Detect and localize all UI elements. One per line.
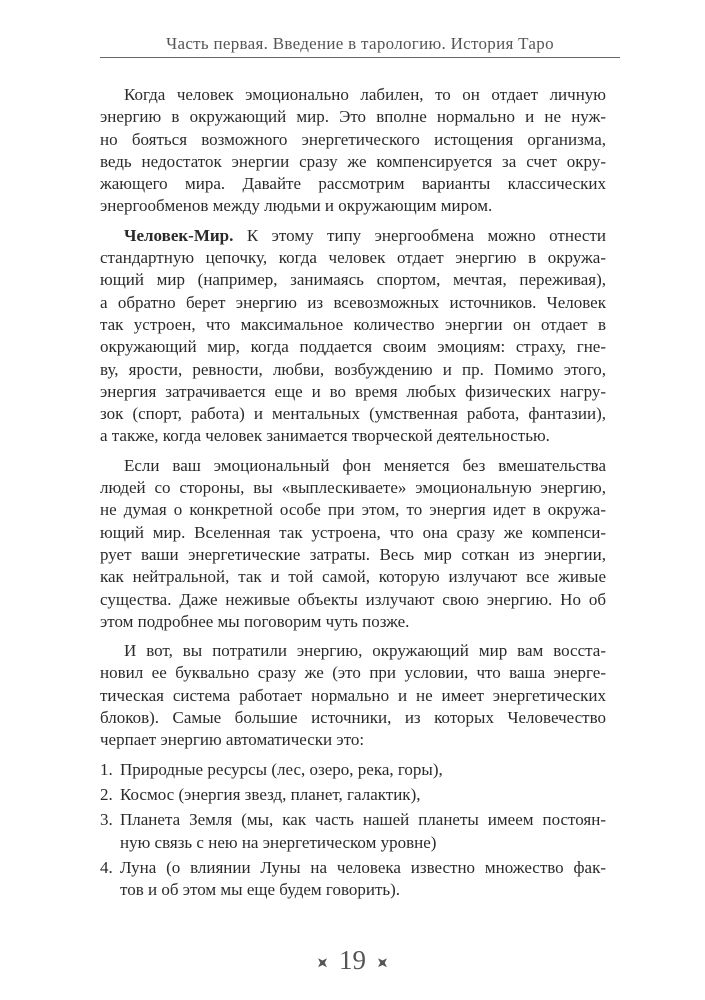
text-line: Природные ресурсы (лес, озеро, река, горы), <box>120 759 443 779</box>
list-number: 4. <box>100 857 113 877</box>
running-header: Часть первая. Введение в тарологию. История Таро <box>166 34 554 53</box>
list-item <box>100 809 606 854</box>
ornament-star-icon <box>318 958 327 967</box>
text-line: а обратно берет энергию из всевозможных источников. Человек <box>100 292 606 312</box>
text-line: Планета Земля (мы, как часть нашей планеты имеем постоян- <box>120 810 606 830</box>
text-line: но бояться возможного энергетического истощения организма, <box>100 129 606 149</box>
text-line: тов и об этом мы еще будем говорить). <box>120 880 401 900</box>
text-line: ющий мир. Вселенная так устроена, что она сразу же компенси- <box>100 522 606 542</box>
ornament-star-icon <box>378 958 387 967</box>
page-footer <box>0 944 705 976</box>
page-number: 19 <box>339 945 366 975</box>
text-line: блоков). Самые большие источники, из которых Человечество <box>100 708 606 728</box>
header-rule <box>100 57 620 58</box>
text-line: зок (спорт, работа) и ментальных (умственная работа, фантазии), <box>100 404 606 424</box>
text-line: тическая система работает нормально и не имеет энергетических <box>100 685 606 705</box>
list-number: 3. <box>100 810 113 830</box>
text-line: Когда человек эмоционально лабилен, то он отдает личную <box>124 85 606 104</box>
text-line: энергию в окружающий мир. Это вполне нормально и не нуж- <box>100 107 606 127</box>
text-line: энергия затрачивается еще и во время любых физических нагру- <box>100 381 606 401</box>
text-line <box>100 225 606 247</box>
text-line: этом подробнее мы поговорим чуть позже. <box>100 611 410 631</box>
text-line: ющий мир (например, занимаясь спортом, мечтая, переживая), <box>100 270 606 290</box>
text-line: окружающий мир, когда поддается своим эмоциям: страху, гне- <box>100 337 606 357</box>
list-number: 1. <box>100 759 113 779</box>
paragraph <box>100 225 606 448</box>
body-text <box>100 84 606 901</box>
list-number: 2. <box>100 784 113 804</box>
text-line: людей со стороны, вы «выплескиваете» эмоциональную энергию, <box>100 478 606 498</box>
text-line: а также, когда человек занимается творческой деятельностью. <box>100 426 550 446</box>
text-line: И вот, вы потратили энергию, окружающий мир вам восста- <box>124 641 606 661</box>
text-line: так устроен, что максимальное количество энергии он отдает в <box>100 314 606 334</box>
text-line: существа. Даже неживые объекты излучают свою энергию. Но об <box>100 589 606 609</box>
paragraph <box>100 84 606 218</box>
paragraph <box>100 640 606 751</box>
text-line: стандартную цепочку, когда человек отдает энергию в окружа- <box>100 248 606 268</box>
bold-term: Человек-Мир. <box>124 225 234 245</box>
text-line: черпает энергию автоматически это: <box>100 730 365 750</box>
list-item <box>100 857 606 902</box>
text-run: К этому типу энергообмена можно отнести <box>233 225 606 245</box>
text-line: Если ваш эмоциональный фон меняется без вмешательства <box>124 455 606 475</box>
text-line: Космос (энергия звезд, планет, галактик), <box>120 784 421 804</box>
text-line: новил ее буквально сразу же (это при условии, что ваша энерге- <box>100 663 606 683</box>
text-line: ведь недостаток энергии сразу же компенсируется за счет окру- <box>100 151 606 171</box>
text-line: рует ваши энергетические затраты. Весь мир соткан из энергии, <box>100 544 606 564</box>
list-item <box>100 759 606 781</box>
list-text <box>120 784 606 806</box>
text-line: Луна (о влиянии Луны на человека известно множество фак- <box>120 857 606 877</box>
text-line: ву, ярости, ревности, любви, возбуждению и пр. Помимо этого, <box>100 359 606 379</box>
list-text <box>120 857 606 902</box>
text-line: ную связь с нею на энергетическом уровне) <box>120 832 437 852</box>
paragraph <box>100 455 606 633</box>
list-text <box>120 809 606 854</box>
text-line: жающего мира. Давайте рассмотрим варианты классических <box>100 174 606 194</box>
text-line: не думая о конкретной особе при этом, то энергия идет в окружа- <box>100 500 606 520</box>
text-line: как нейтральной, так и той самой, которую излучают все живые <box>100 567 606 587</box>
list-text <box>120 759 606 781</box>
list-item <box>100 784 606 806</box>
text-line: энергообменов между людьми и окружающим миром. <box>100 196 493 216</box>
